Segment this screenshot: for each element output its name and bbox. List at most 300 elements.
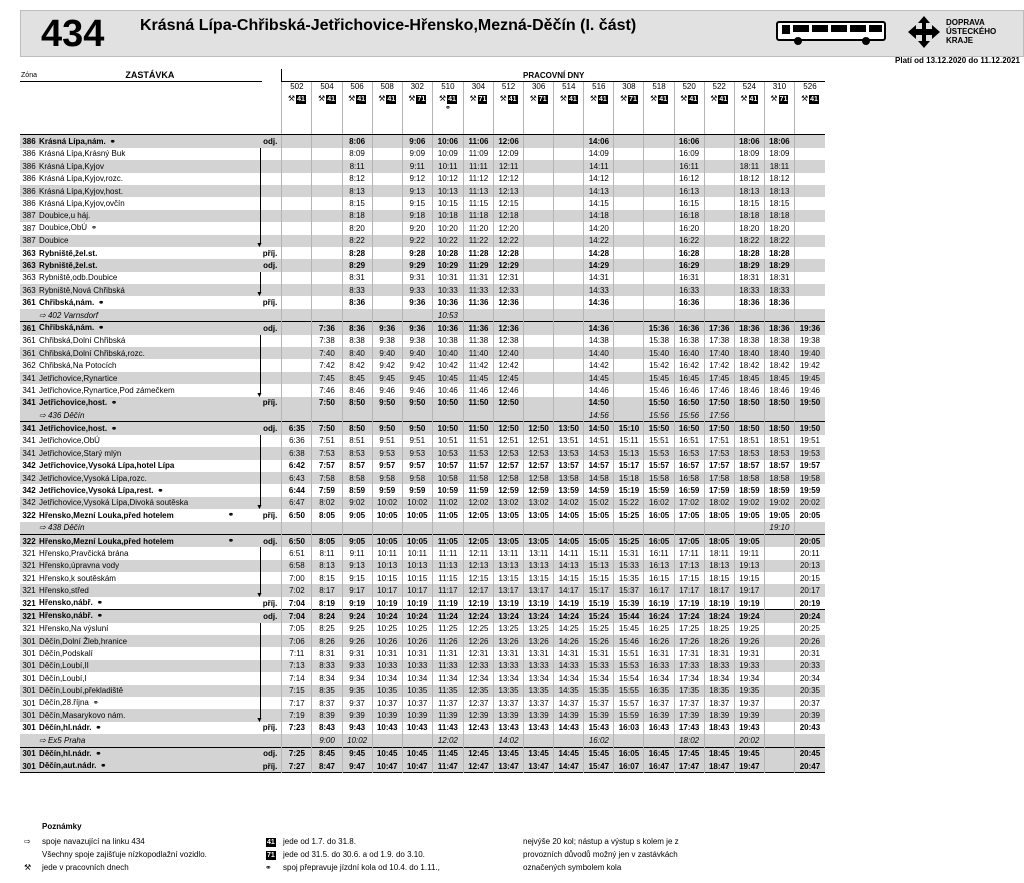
time-cell: 15:17 (614, 460, 644, 472)
time-cell: 17:47 (674, 760, 704, 773)
time-cell: 8:15 (342, 197, 372, 209)
time-cell: 10:11 (402, 547, 432, 559)
zone: 301 (20, 709, 38, 721)
time-cell: 12:24 (463, 610, 493, 623)
time-cell: 14:13 (554, 560, 584, 572)
time-cell: 8:15 (312, 572, 342, 584)
arr-dep-label (262, 647, 282, 659)
time-cell: 11:36 (463, 296, 493, 308)
time-cell: 17:43 (674, 722, 704, 734)
validity-badge: 71 (779, 96, 788, 104)
time-cell: 15:44 (614, 610, 644, 623)
time-cell: 15:13 (584, 560, 614, 572)
time-cell: 7:05 (282, 623, 312, 635)
time-cell (463, 409, 493, 422)
stop-label: Krásná Lípa,Kyjov (39, 161, 104, 171)
time-cell: 18:50 (734, 397, 764, 409)
note-bicycle: spoj přepravuje jízdní kola od 10.4. do 1.11., (283, 863, 440, 872)
time-cell (554, 372, 584, 384)
stop-name (38, 760, 262, 773)
time-cell: 7:27 (282, 760, 312, 773)
time-cell: 12:43 (463, 722, 493, 734)
validity-badge: 41 (357, 96, 366, 104)
time-cell: 8:11 (342, 160, 372, 172)
time-cell: 16:57 (674, 460, 704, 472)
time-cell: 11:57 (463, 460, 493, 472)
time-cell: 8:47 (312, 760, 342, 773)
time-cell: 11:29 (463, 259, 493, 271)
time-cell: 10:17 (402, 584, 432, 596)
time-cell: 13:45 (524, 747, 554, 760)
time-cell (554, 335, 584, 347)
time-cell (524, 384, 554, 396)
validity-badge: 41 (387, 96, 396, 104)
time-cell (554, 309, 584, 322)
table-row (20, 672, 825, 684)
time-cell: 18:43 (704, 722, 734, 734)
time-cell: 14:33 (554, 660, 584, 672)
time-cell: 9:15 (402, 197, 432, 209)
arr-dep-label (262, 173, 282, 185)
time-cell: 17:17 (674, 584, 704, 596)
table-row (20, 409, 825, 422)
time-cell: 9:35 (342, 685, 372, 697)
time-cell: 9:50 (372, 397, 402, 409)
time-cell (764, 547, 794, 559)
note-bicycle-cont-2: provozních důvodů možný jen v zastávkách (523, 850, 678, 859)
note-low-floor: Všechny spoje zajišťuje nízkopodlažní vozidlo. (42, 850, 207, 859)
time-cell (282, 359, 312, 371)
trip-id: 506 (350, 82, 364, 92)
table-row (20, 534, 825, 547)
time-cell: 17:15 (674, 572, 704, 584)
stop-label: Rybniště,odb.Doubice (39, 273, 118, 283)
time-cell (614, 185, 644, 197)
time-cell (524, 259, 554, 271)
time-cell: 15:02 (584, 497, 614, 509)
time-cell: 16:50 (674, 397, 704, 409)
arr-dep-label (262, 709, 282, 721)
bicycle-icon: ⚭ (92, 700, 99, 708)
time-cell: 7:19 (282, 709, 312, 721)
time-cell: 20:31 (794, 647, 825, 659)
time-cell (614, 296, 644, 308)
bicycle-icon: ⚭ (98, 325, 105, 333)
time-cell (794, 173, 825, 185)
arr-dep-label (262, 497, 282, 509)
time-cell: 12:53 (494, 447, 524, 459)
table-row (20, 685, 825, 697)
time-cell: 7:40 (312, 347, 342, 359)
header-gap (262, 69, 282, 82)
stop-label: Chřibská,Na Potocích (39, 361, 117, 371)
time-cell (644, 148, 674, 160)
table-row (20, 509, 825, 521)
table-row (20, 384, 825, 396)
time-cell: 15:31 (584, 647, 614, 659)
time-cell: 12:38 (494, 335, 524, 347)
time-cell: 7:04 (282, 610, 312, 623)
stop-label: Doubice (39, 236, 69, 246)
time-cell: 12:13 (463, 560, 493, 572)
operator-logo-icon (905, 15, 943, 49)
time-cell: 18:40 (764, 347, 794, 359)
stop-name (38, 397, 262, 409)
time-cell: 19:13 (734, 560, 764, 572)
validity-badge: 41 (749, 96, 758, 104)
time-cell (644, 135, 674, 148)
time-cell: 8:13 (342, 185, 372, 197)
time-cell: 10:46 (432, 384, 463, 396)
stop-label: Krásná Lípa,Kyjov,host. (39, 186, 123, 196)
stop-label: Jetřichovice,Vysoká Lípa,hotel Lípa (39, 461, 175, 471)
workday-hammer-icon: ⚒ 41 (710, 94, 728, 104)
time-cell: 17:50 (704, 397, 734, 409)
time-cell (614, 309, 644, 322)
stop-name (38, 647, 262, 659)
time-cell: 8:36 (342, 296, 372, 308)
time-cell: 9:13 (342, 560, 372, 572)
time-cell: 8:50 (342, 397, 372, 409)
time-cell (432, 409, 463, 422)
time-cell (282, 347, 312, 359)
trip-id: 502 (290, 82, 304, 92)
time-cell: 12:13 (494, 185, 524, 197)
time-cell: 12:57 (524, 460, 554, 472)
time-cell: 13:05 (494, 509, 524, 521)
time-cell: 7:15 (282, 685, 312, 697)
time-cell: 19:37 (734, 697, 764, 709)
time-cell: 13:50 (554, 422, 584, 435)
stop-label: Děčín,Loubí,I (39, 673, 87, 683)
time-cell: 13:31 (494, 647, 524, 659)
time-cell: 9:15 (342, 572, 372, 584)
time-cell (794, 296, 825, 308)
time-cell: 10:13 (372, 560, 402, 572)
time-cell (764, 560, 794, 572)
time-cell (282, 197, 312, 209)
time-cell: 18:58 (734, 472, 764, 484)
trip-number (282, 82, 312, 135)
time-cell: 13:05 (524, 534, 554, 547)
time-cell (524, 296, 554, 308)
arr-dep-label: odj. (262, 534, 282, 547)
time-cell (524, 522, 554, 535)
time-cell: 9:22 (402, 235, 432, 247)
time-cell (312, 210, 342, 222)
zone: 363 (20, 259, 38, 271)
time-cell: 19:35 (734, 685, 764, 697)
time-cell (402, 409, 432, 422)
time-cell: 9:28 (402, 247, 432, 259)
time-cell: 15:05 (584, 534, 614, 547)
table-row (20, 185, 825, 197)
time-cell: 16:18 (674, 210, 704, 222)
time-cell: 8:53 (342, 447, 372, 459)
arr-dep-label (262, 560, 282, 572)
time-cell (764, 572, 794, 584)
time-cell: 7:00 (282, 572, 312, 584)
time-cell: 11:11 (432, 547, 463, 559)
time-cell: 17:35 (674, 685, 704, 697)
time-cell: 10:22 (432, 235, 463, 247)
badge-41-icon: 41 (267, 839, 275, 846)
time-cell: 16:53 (674, 447, 704, 459)
time-cell: 9:17 (342, 584, 372, 596)
zone: 362 (20, 359, 38, 371)
time-cell (312, 235, 342, 247)
time-cell: 19:26 (734, 635, 764, 647)
time-cell: 14:45 (584, 372, 614, 384)
time-cell: 16:20 (674, 222, 704, 234)
bicycle-icon: ⚭ (95, 724, 102, 732)
time-cell: 16:15 (644, 572, 674, 584)
time-cell: 12:12 (494, 173, 524, 185)
time-cell: 8:13 (312, 560, 342, 572)
time-cell (794, 247, 825, 259)
time-cell (342, 409, 372, 422)
time-cell (554, 222, 584, 234)
notes (20, 822, 820, 880)
time-cell: 11:13 (432, 560, 463, 572)
time-cell: 9:57 (372, 460, 402, 472)
time-cell (614, 148, 644, 160)
stop-label: Jetřichovice,Vysoká Lípa,rozc. (39, 473, 147, 483)
time-cell: 11:47 (432, 760, 463, 773)
time-cell: 10:26 (402, 635, 432, 647)
time-cell: 19:53 (794, 447, 825, 459)
time-cell: 13:47 (494, 760, 524, 773)
trip-id: 508 (380, 82, 394, 92)
time-cell (524, 347, 554, 359)
arr-dep-label (262, 734, 282, 747)
stop-label: Hřensko,Mezní Louka,před hotelem (39, 536, 174, 546)
time-cell (282, 185, 312, 197)
time-cell: 18:36 (734, 296, 764, 308)
time-cell: 16:13 (674, 185, 704, 197)
time-cell: 12:11 (463, 547, 493, 559)
time-cell: 10:24 (372, 610, 402, 623)
time-cell: 18:46 (734, 384, 764, 396)
table-row (20, 322, 825, 335)
table-row (20, 697, 825, 709)
time-cell: 10:50 (432, 397, 463, 409)
time-cell: 13:13 (524, 560, 554, 572)
time-cell (372, 734, 402, 747)
time-cell: 15:46 (644, 384, 674, 396)
trip-header-row (20, 82, 825, 135)
time-cell (554, 259, 584, 271)
time-cell: 11:25 (432, 623, 463, 635)
arr-dep-label (262, 672, 282, 684)
arr-dep-label (262, 160, 282, 172)
time-cell: 11:11 (463, 160, 493, 172)
time-cell: 14:02 (494, 734, 524, 747)
time-cell: 8:36 (342, 322, 372, 335)
time-cell: 8:37 (312, 697, 342, 709)
zone: 342 (20, 484, 38, 496)
time-cell: 17:11 (674, 547, 704, 559)
time-cell: 14:02 (554, 497, 584, 509)
time-cell: 9:40 (372, 347, 402, 359)
zone-header: Zóna (20, 69, 38, 82)
time-cell: 18:11 (734, 160, 764, 172)
validity-badge: 41 (810, 96, 818, 104)
time-cell: 16:09 (674, 148, 704, 160)
note-41: jede od 1.7. do 31.8. (283, 837, 356, 846)
time-cell: 11:45 (432, 747, 463, 760)
time-cell: 12:51 (524, 435, 554, 447)
arr-dep-label: odj. (262, 259, 282, 271)
time-cell: 16:33 (674, 284, 704, 296)
stop-name (38, 460, 262, 472)
time-cell: 6:43 (282, 472, 312, 484)
time-cell: 15:43 (584, 722, 614, 734)
time-cell (312, 409, 342, 422)
time-cell (794, 235, 825, 247)
time-cell (524, 135, 554, 148)
arr-dep-label (262, 447, 282, 459)
time-cell (764, 747, 794, 760)
validity-badge: 41 (689, 96, 698, 104)
bus-icon (776, 20, 888, 46)
time-cell: 19:10 (764, 522, 794, 535)
time-cell (704, 734, 734, 747)
trip-id: 504 (320, 82, 334, 92)
stop-name (38, 222, 262, 234)
time-cell: 11:26 (432, 635, 463, 647)
table-row (20, 272, 825, 284)
trip-number (554, 82, 584, 135)
time-cell (282, 322, 312, 335)
time-cell: 18:29 (764, 259, 794, 271)
time-cell (614, 335, 644, 347)
time-cell: 15:45 (644, 372, 674, 384)
table-row (20, 447, 825, 459)
time-cell: 6:36 (282, 435, 312, 447)
time-cell (614, 522, 644, 535)
time-cell (614, 259, 644, 271)
timetable-header (20, 10, 1024, 57)
trip-id: 308 (622, 82, 636, 92)
time-cell: 10:20 (432, 222, 463, 234)
time-cell: 11:43 (432, 722, 463, 734)
zone: 387 (20, 235, 38, 247)
workday-hammer-icon: ⚒ 41 (318, 94, 335, 104)
time-cell (372, 284, 402, 296)
time-cell: 18:33 (734, 284, 764, 296)
time-cell: 8:51 (342, 435, 372, 447)
stop-name (38, 173, 262, 185)
time-cell: 19:11 (734, 547, 764, 559)
time-cell: 12:42 (494, 359, 524, 371)
time-cell: 14:17 (554, 584, 584, 596)
time-cell: 15:57 (614, 697, 644, 709)
time-cell: 11:36 (463, 322, 493, 335)
time-cell (372, 160, 402, 172)
time-cell: 12:51 (494, 435, 524, 447)
time-cell: 18:05 (704, 534, 734, 547)
time-cell: 18:18 (764, 210, 794, 222)
trip-id: 518 (652, 82, 666, 92)
time-cell (524, 359, 554, 371)
time-cell: 10:43 (402, 722, 432, 734)
time-cell (524, 173, 554, 185)
time-cell: 12:15 (494, 197, 524, 209)
stop-label: Jetřichovice,Rynartice (39, 373, 118, 383)
time-cell: 11:15 (463, 197, 493, 209)
time-cell (494, 309, 524, 322)
time-cell: 8:50 (342, 422, 372, 435)
time-cell: 17:25 (674, 623, 704, 635)
time-cell (764, 623, 794, 635)
time-cell: 11:31 (432, 647, 463, 659)
time-cell: 10:15 (372, 572, 402, 584)
time-cell: 15:33 (614, 560, 644, 572)
time-cell: 13:26 (524, 635, 554, 647)
time-cell: 20:24 (794, 610, 825, 623)
time-cell: 18:50 (764, 397, 794, 409)
table-row (20, 173, 825, 185)
time-cell: 15:24 (584, 610, 614, 623)
trip-id: 524 (742, 82, 756, 92)
zone: 301 (20, 660, 38, 672)
time-cell: 15:34 (584, 672, 614, 684)
time-cell: 16:36 (674, 296, 704, 308)
time-cell: 11:09 (463, 148, 493, 160)
time-cell: 14:47 (554, 760, 584, 773)
trip-number (494, 82, 524, 135)
time-cell: 9:34 (342, 672, 372, 684)
time-cell: 15:11 (614, 435, 644, 447)
time-cell: 16:24 (644, 610, 674, 623)
time-cell: 9:59 (402, 484, 432, 496)
time-cell: 10:42 (432, 359, 463, 371)
time-cell (312, 160, 342, 172)
time-cell: 20:17 (794, 584, 825, 596)
time-cell: 12:36 (494, 296, 524, 308)
time-cell: 16:42 (674, 359, 704, 371)
time-cell: 7:38 (312, 335, 342, 347)
time-cell (704, 160, 734, 172)
time-cell (312, 222, 342, 234)
time-cell: 10:36 (432, 322, 463, 335)
time-cell: 15:13 (614, 447, 644, 459)
time-cell: 10:15 (402, 572, 432, 584)
time-cell: 16:29 (674, 259, 704, 271)
time-cell: 17:13 (674, 560, 704, 572)
time-cell: 18:45 (764, 372, 794, 384)
time-cell (794, 197, 825, 209)
time-cell: 12:50 (494, 397, 524, 409)
time-cell (312, 247, 342, 259)
operator-name-line: ÚSTECKÉHO (946, 27, 997, 36)
time-cell: 14:36 (584, 296, 614, 308)
time-cell: 14:15 (554, 572, 584, 584)
time-cell: 6:38 (282, 447, 312, 459)
validity-badge: 41 (568, 96, 577, 104)
time-cell (764, 534, 794, 547)
time-cell: 14:11 (584, 160, 614, 172)
time-cell: 10:19 (402, 597, 432, 610)
time-cell: 18:31 (704, 647, 734, 659)
time-cell: 10:45 (432, 372, 463, 384)
stop-name (38, 422, 262, 435)
zone: 342 (20, 472, 38, 484)
time-cell (704, 522, 734, 535)
time-cell (644, 247, 674, 259)
time-cell: 9:53 (402, 447, 432, 459)
